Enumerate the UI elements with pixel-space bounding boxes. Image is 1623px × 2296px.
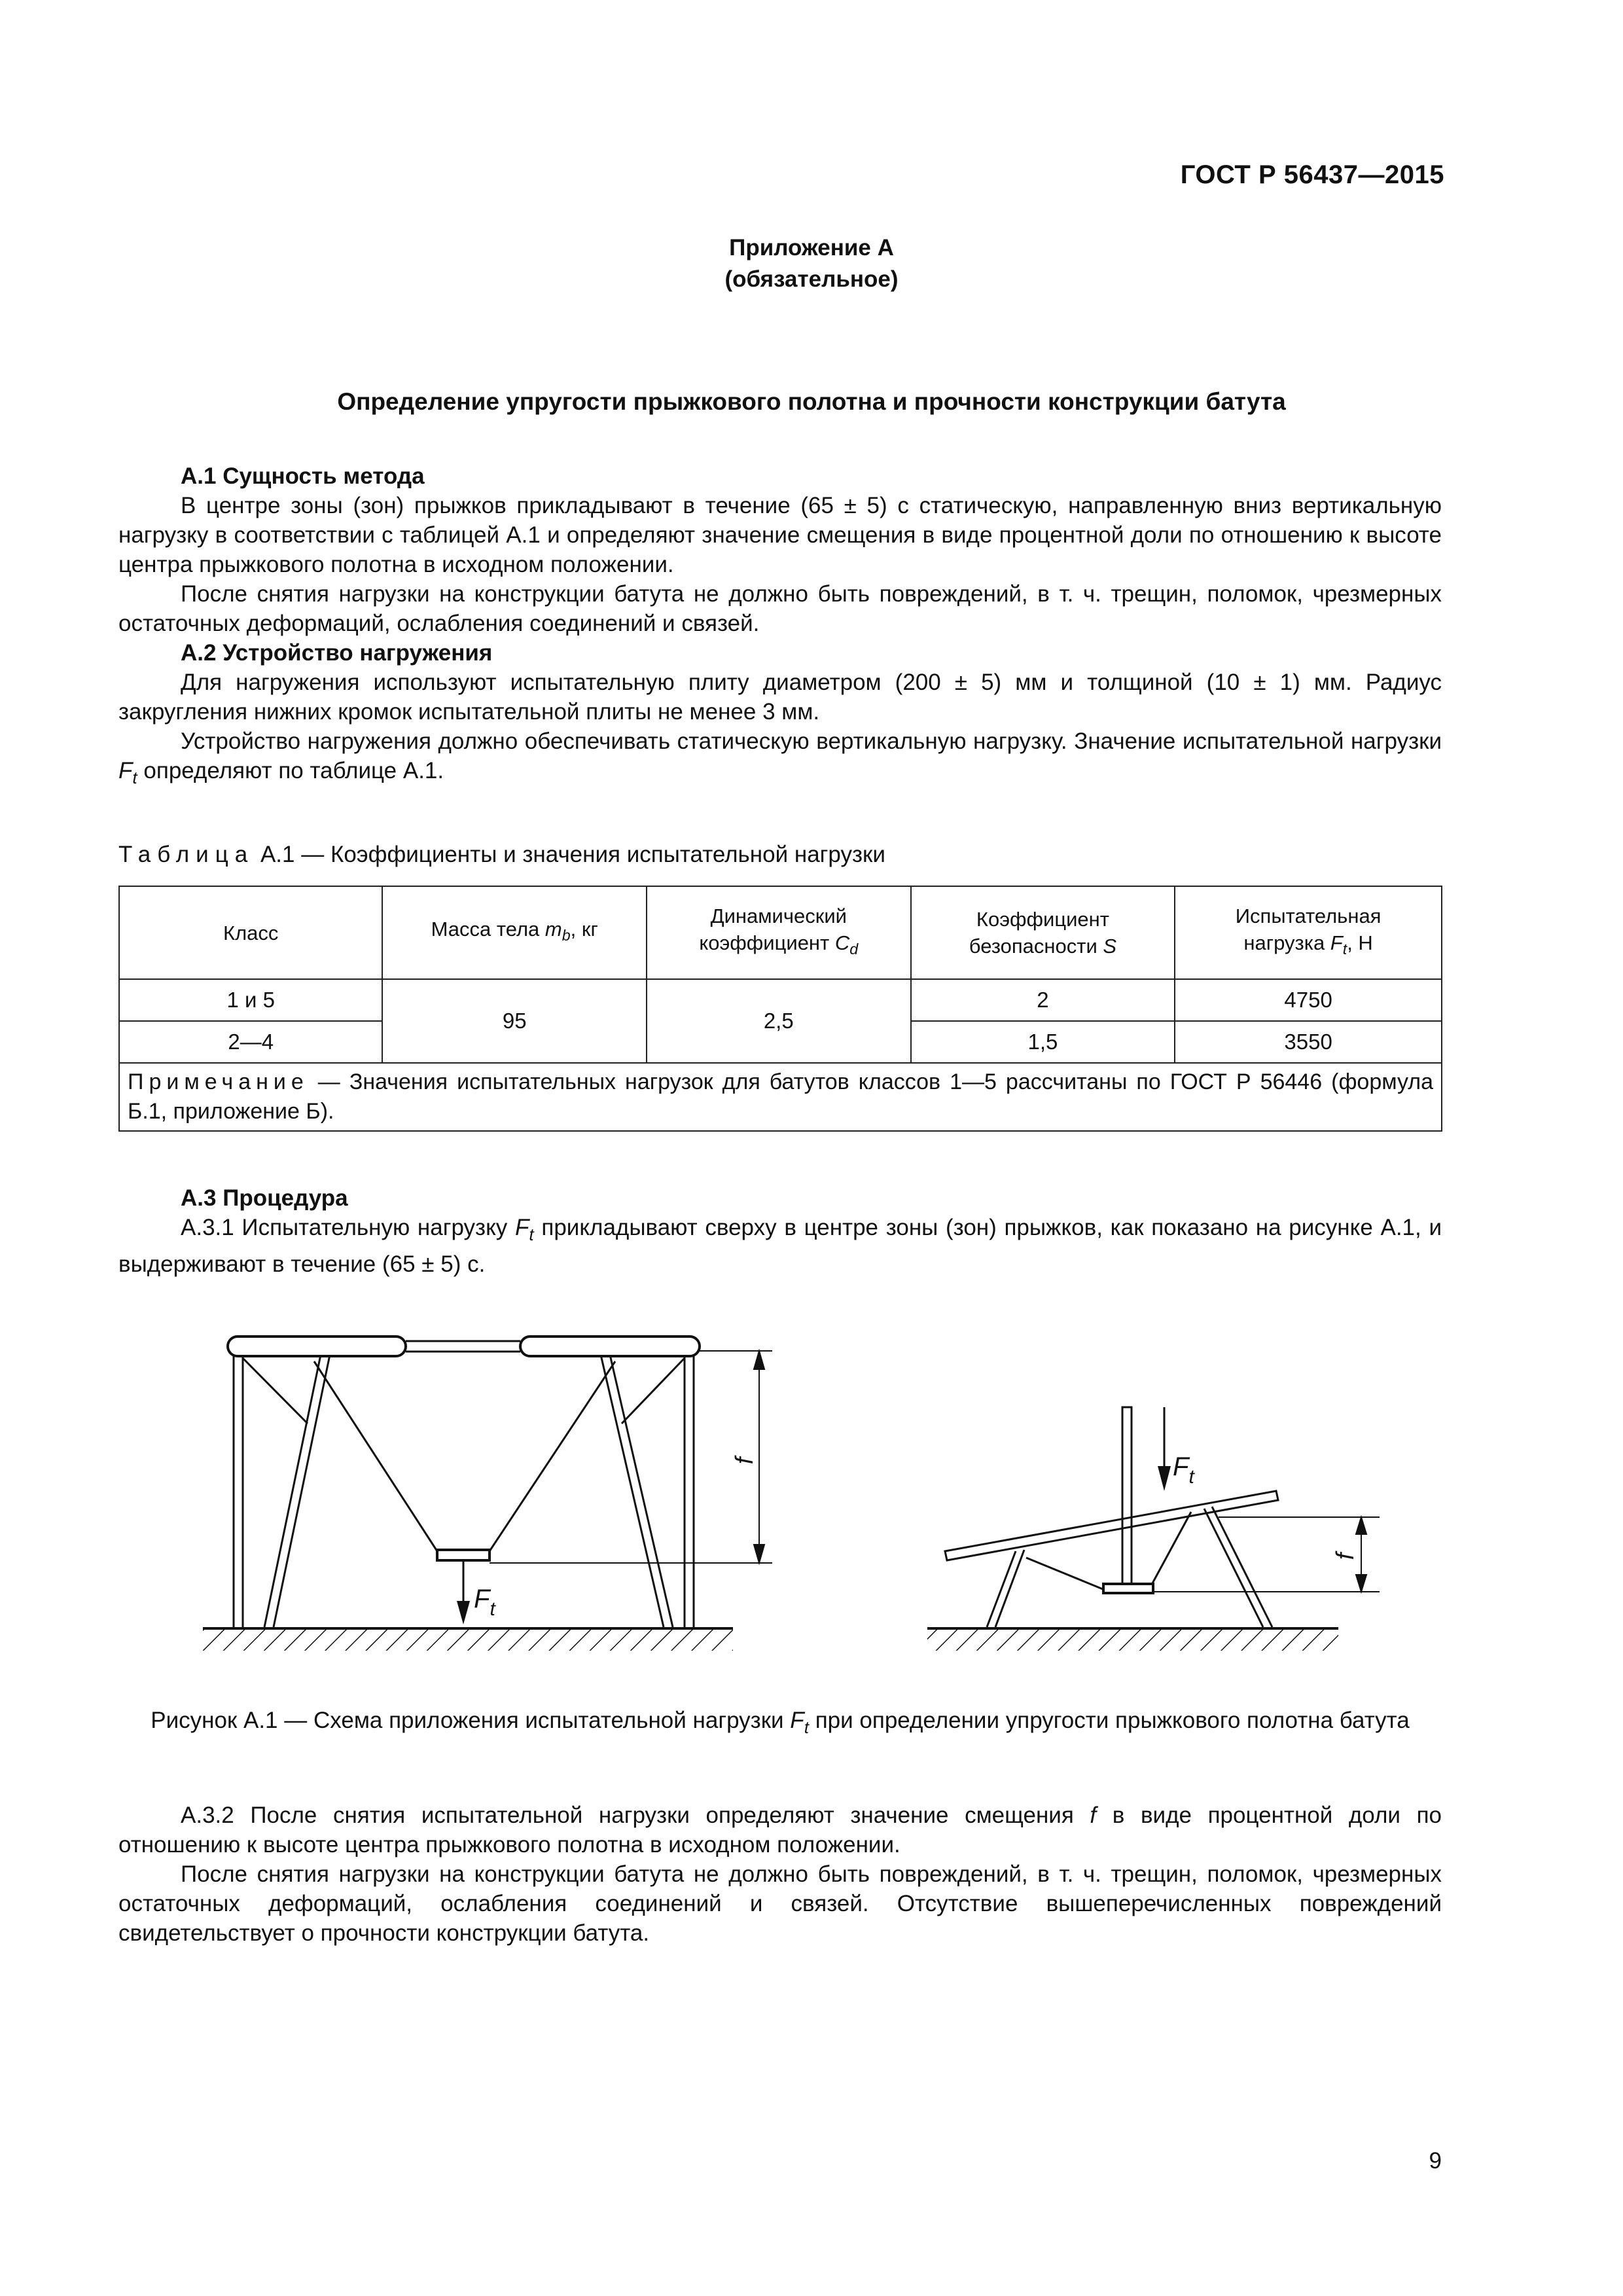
load-arrow-right: [1158, 1407, 1171, 1491]
frame-pad-right: [520, 1336, 700, 1356]
a3-paragraph-3: После снятия нагрузки на конструкции батута не должно быть повреждений, в т. ч. трещин, поломок, чрезмерных остаточных деформаций, ослабления соединений и связей. Отсутствие вышеперечисленных повреждений свидетельствует о прочности конструкции батута.: [118, 1861, 1442, 1946]
a3-paragraph-1: А.3.1 Испытательную нагрузку $F_t$ прикладывают сверху в центре зоны (зон) прыжков, как показано на рисунке А.1, и выдерживают в течение (65 ± 5) с.: [118, 1215, 1442, 1277]
table-note: Примечание — Значения испытательных нагрузок для батутов классов 1—5 рассчитаны по ГОСТ Р 56446 (формула Б.1, приложение Б).: [119, 1063, 1442, 1131]
test-plate-left: [437, 1550, 490, 1560]
right-diagonal-strut: [601, 1355, 673, 1627]
header-dynamic-coefficient: Динамический коэффициент $C_d$: [647, 886, 911, 979]
label-f-right: f: [1332, 1552, 1359, 1560]
a2-paragraph-1: Для нагружения используют испытательную плиту диаметром (200 ± 5) мм и толщиной (10 ± 1) мм. Радиус закругления нижних кромок испытательной плиты не менее 3 мм.: [118, 670, 1442, 725]
note-word: Примечание: [128, 1069, 309, 1094]
right-diagram: [927, 1407, 1380, 1651]
load-rod: [1122, 1407, 1132, 1588]
a1-paragraph-2: После снятия нагрузки на конструкции батута не должно быть повреждений, в т. ч. трещин, поломок, чрезмерных остаточных деформаций, ослабления соединений и связей.: [118, 581, 1442, 636]
load-arrow-left: [457, 1562, 470, 1624]
a2-heading: А.2 Устройство нагружения: [181, 640, 493, 666]
jumping-mat-edge: [406, 1341, 520, 1352]
deflected-mat: [314, 1361, 615, 1551]
header-test-load: Испытательная нагрузка $F_t$, Н: [1175, 886, 1442, 979]
cell-class: 2—4: [119, 1021, 382, 1063]
frame-pad-left: [228, 1336, 406, 1356]
section-a3-continued: [118, 1801, 1442, 1948]
a1-paragraph-1: В центре зоны (зон) прыжков прикладывают в течение (65 ± 5) с статическую, направленную вниз вертикальную нагрузку в соответствии с таблицей А.1 и определяют значение смещения в виде процентной доли по отношению к высоте центра прыжкового полотна в исходном положении.: [118, 493, 1442, 577]
annex-status: (обязательное): [724, 266, 899, 292]
cell-dynamic-coefficient: 2,5: [647, 979, 911, 1063]
a2-paragraph-2: Устройство нагружения должно обеспечивать статическую вертикальную нагрузку. Значение испытательной нагрузки $F_t$ определяют по таблице А.1.: [118, 728, 1442, 787]
ground-hatch-left: [203, 1628, 733, 1651]
a3-heading: А.3 Процедура: [181, 1185, 348, 1211]
cell-load: 4750: [1175, 979, 1442, 1021]
label-Ft-left: $F_t$: [474, 1585, 495, 1620]
cell-safety: 2: [911, 979, 1175, 1021]
cell-safety: 1,5: [911, 1021, 1175, 1063]
table-caption: Таблица А.1 — Коэффициенты и значения испытательной нагрузки: [118, 842, 885, 867]
annex-title: Приложение А: [729, 235, 894, 260]
right-vertical-leg: [685, 1354, 694, 1627]
dimension-f-left: [754, 1351, 764, 1563]
document-code: ГОСТ Р 56437—2015: [1180, 160, 1444, 189]
figure-caption: Рисунок А.1 — Схема приложения испытательной нагрузки $F_t$ при определении упругости прыжкового полотна батута: [151, 1708, 1410, 1737]
cell-load: 3550: [1175, 1021, 1442, 1063]
section-title: Определение упругости прыжкового полотна и прочности конструкции батута: [337, 388, 1286, 415]
label-f-left: f: [731, 1457, 758, 1465]
header-safety-coefficient: Коэффициент безопасности S: [911, 886, 1175, 979]
label-Ft-right: $F_t$: [1173, 1452, 1194, 1488]
a3-paragraph-2: А.3.2 После снятия испытательной нагрузки определяют значение смещения f в виде процентной доли по отношению к высоте центра прыжкового полотна в исходном положении.: [118, 1803, 1442, 1857]
table-caption-word: Таблица: [118, 842, 255, 867]
header-class: Класс: [119, 886, 382, 979]
left-diagonal-strut: [264, 1355, 330, 1627]
cell-class: 1 и 5: [119, 979, 382, 1021]
page-number: 9: [1429, 2148, 1442, 2174]
tilted-mat: [945, 1491, 1278, 1560]
test-plate-right: [1103, 1584, 1153, 1593]
a1-heading: А.1 Сущность метода: [181, 463, 425, 489]
left-diagram: [203, 1336, 772, 1651]
cell-mass: 95: [382, 979, 646, 1063]
header-mass: Масса тела $m_b$, кг: [382, 886, 646, 979]
symbol-F: F: [118, 758, 133, 783]
left-vertical-leg: [234, 1354, 243, 1627]
ground-hatch-right: [927, 1628, 1338, 1651]
